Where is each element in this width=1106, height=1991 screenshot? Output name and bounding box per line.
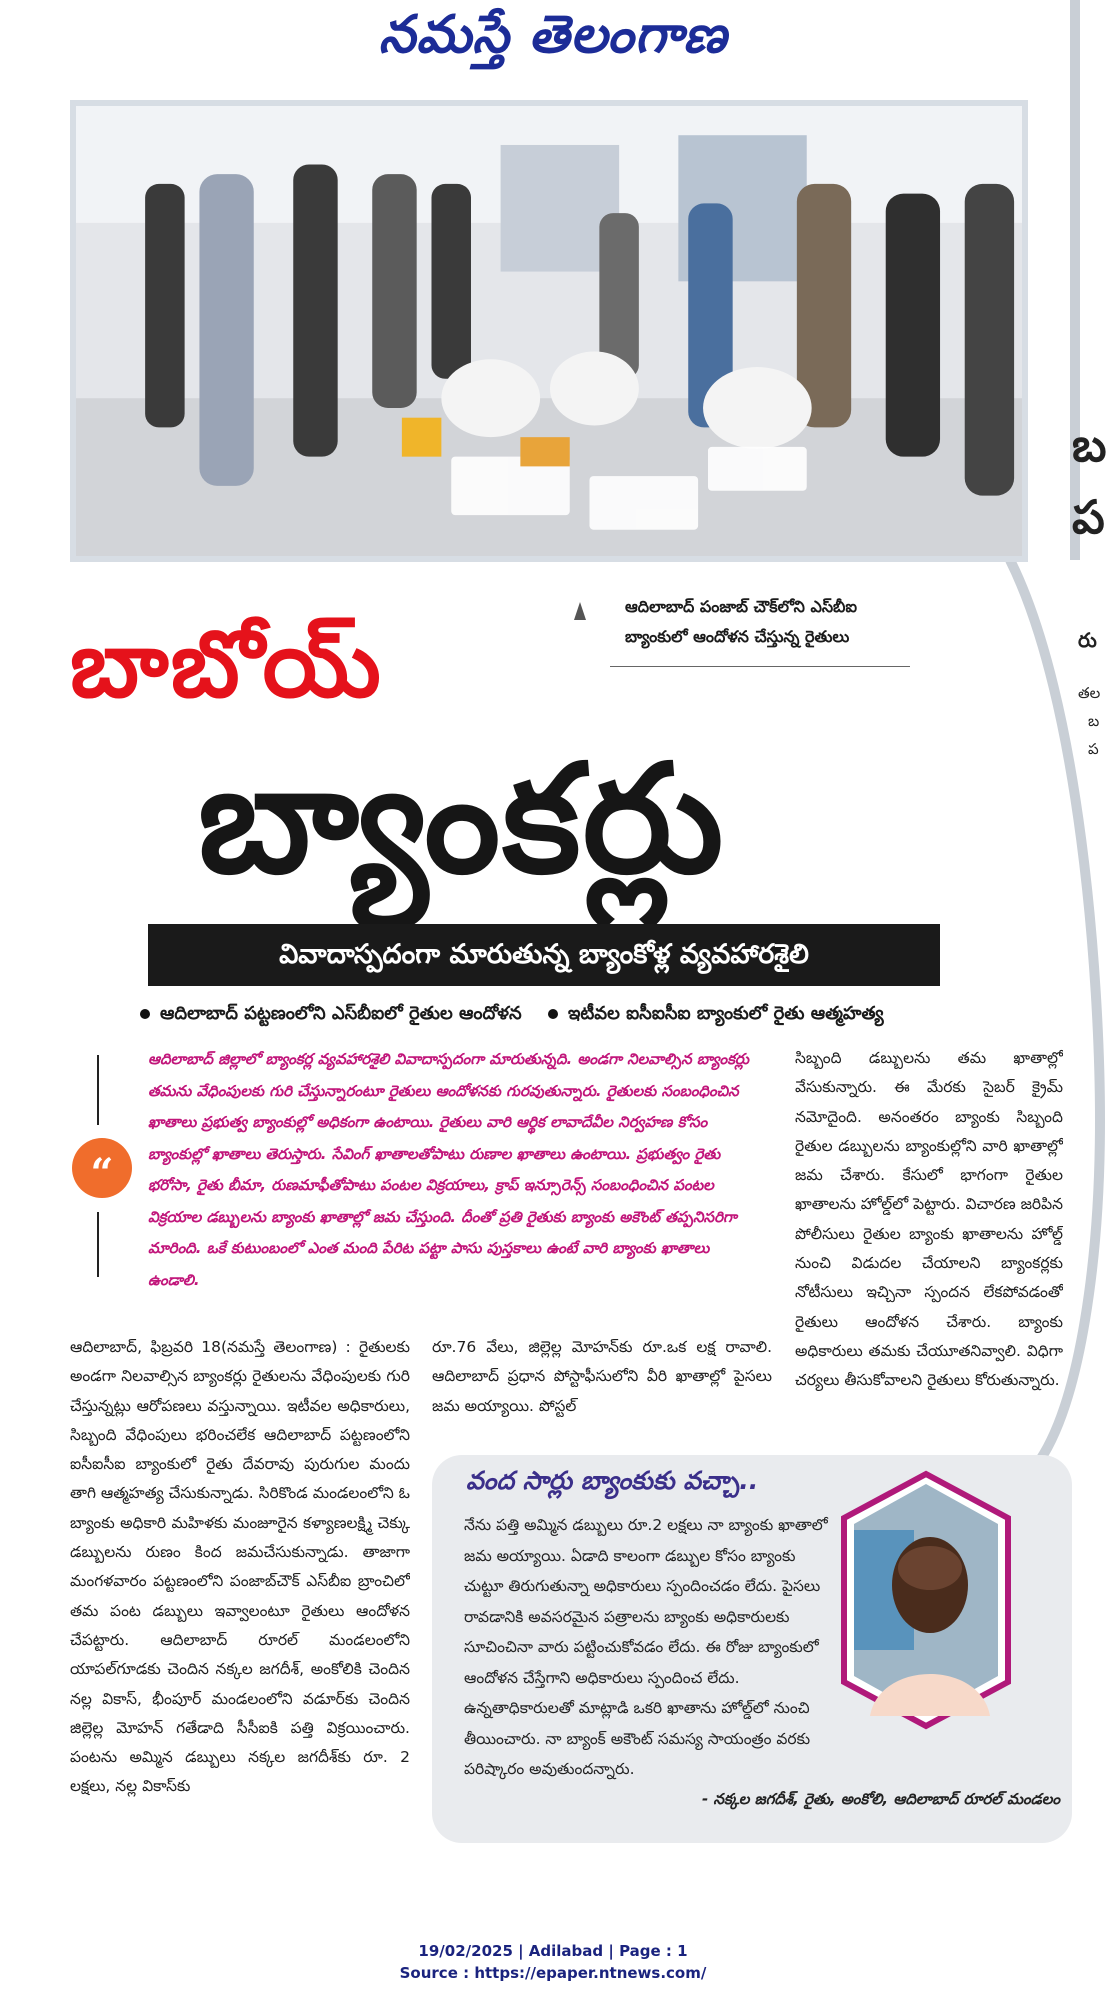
quote-rule-bottom: [97, 1212, 99, 1277]
article-intro: ఆదిలాబాద్ జిల్లాలో బ్యాంకర్ల వ్యవహారశైలి వివాదాస్పదంగా మారుతున్నది. అండగా నిలవాల్సిన బ్యాంకర్లు తమను వేధింపులకు గురి చేస్తున్నారంటూ రైతులు ఆందోళనకు గురవుతున్నారు. రైతులకు సంబంధించిన ఖాతాలు ప్రభుత్వ బ్యాంకుల్లో అధికంగా ఉంటాయి. రైతులు వారి ఆర్థిక లావాదేవీల నిర్వహణ కోసం బ్యాంకుల్లో ఖాతాలు తెరుస్తారు. సేవింగ్ ఖాతాలతోపాటు రుణాల ఖాతాలు ఉంటాయి. ప్రభుత్వం రైతు భరోసా, రైతు బీమా, రుణమాఫీతోపాటు పంటల విక్రయాలు, క్రాప్ ఇన్సూరెన్స్ సంబంధించిన పంటల విక్రయాల డబ్బులను బ్యాంకు ఖాతాల్లో జమ చేస్తుంది. దీంతో ప్రతి రైతుకు బ్యాంకు అకౌంట్ తప్పనిసరిగా మారింది. ఒకే కుటుంబంలో ఎంత మంది పేరిట పట్టా పాసు పుస్తకాలు ఉంటే వారి బ్యాంకు ఖాతాలు ఉండాలి.: [148, 1050, 749, 1289]
fragment-text: ప: [1072, 490, 1105, 544]
bullet-text: ఆదిలాబాద్ పట్టణంలోని ఎస్‌బీఐలో రైతుల ఆందోళన: [160, 1003, 522, 1024]
quote-box-title: వంద సార్లు బ్యాంకుకు వచ్చా..: [466, 1466, 759, 1495]
page-footer-source: Source : https://epaper.ntnews.com/: [399, 1964, 707, 1982]
bullet-item: [140, 1000, 522, 1028]
quote-icon: “: [72, 1138, 132, 1198]
column-text: ఆదిలాబాద్, ఫిబ్రవరి 18(నమస్తే తెలంగాణ) : రైతులకు అండగా నిలవాల్సిన బ్యాంకర్లు రైతులను వేధింపులకు గురి చేస్తున్నట్లు ఆరోపణలు వస్తున్నాయి. ఇటీవల అధికారులు, సిబ్బంది వేధింపులు భరించలేక ఆదిలాబాద్ పట్టణంలోని ఐసీఐసీఐ బ్యాంకులో రైతు దేవరావు పురుగుల మందు తాగి ఆత్మహత్య చేసుకున్నాడు. సిరికొండ మండలంలోని ఓ బ్యాంకు అధికారి మహిళకు మంజూరైన కళ్యాణలక్ష్మి చెక్కు డబ్బులను రుణం కింద జమచేసుకున్నాడు. తాజాగా మంగళవారం పట్టణంలోని పంజాబ్‌చౌక్ ఎస్‌బీఐ బ్రాంచిలో తమ పంట డబ్బులు ఇవ్వాలంటూ రైతులు ఆందోళన చేపట్టారు. ఆదిలాబాద్ రూరల్ మండలంలోని యాపల్‌గూడకు చెందిన నక్కల జగదీశ్, అంకోలికి చెందిన నల్ల వికాస్, భీంపూర్ మండలంలోని వడూర్‌కు చెందిన జిల్లెల్ల మోహన్ గతేడాది సీసీఐకి పత్తి విక్రయించారు. పంటను అమ్మిన డబ్బులు నక్కల జగదీశ్‌కు రూ. 2 లక్షలు, నల్ల వికాస్‌కు: [70, 1338, 410, 1796]
bullet-text: ఇటీవల ఐసీఐసీఐ బ్యాంకులో రైతు ఆత్మహత్య: [567, 1003, 884, 1024]
caption-pointer-icon: [574, 602, 586, 620]
fragment-text: బ: [1088, 712, 1100, 730]
highlight-bullets: [140, 1000, 1040, 1028]
farmers-protest-photo: [76, 106, 1022, 556]
caption-line: బ్యాంకులో ఆందోళన చేస్తున్న రైతులు: [625, 627, 850, 646]
photo-caption: [625, 592, 910, 652]
page-footer-date: 19/02/2025 | Adilabad | Page : 1: [418, 1942, 688, 1960]
fragment-text: తల: [1078, 684, 1101, 702]
newspaper-masthead: నమస్తే తెలంగాణ: [378, 4, 728, 65]
farmer-portrait: [840, 1470, 1012, 1730]
bullet-icon: [548, 1009, 558, 1019]
news-photo: [70, 100, 1028, 562]
article-column-left: [70, 1333, 410, 1873]
quote-rule-top: [97, 1055, 99, 1125]
bullet-icon: [140, 1009, 150, 1019]
headline-kicker: బాబోయ్: [70, 611, 383, 718]
caption-divider: [610, 666, 910, 667]
column-text: రూ.76 వేలు, జిల్లెల్ల మోహన్‌కు రూ.ఒక లక్ష రావాలి. ఆదిలాబాద్ ప్రధాన పోస్టాఫీసులోని వీరి ఖాతాల్లో పైసలు జమ అయ్యాయి. పోస్టల్: [432, 1338, 772, 1415]
column-text: సిబ్బంది డబ్బులను తమ ఖాతాల్లో వేసుకున్నారు. ఈ మేరకు సైబర్ క్రైమ్ నమోదైంది. అనంతరం బ్యాంకు సిబ్బంది రైతుల డబ్బులను బ్యాంకుల్లోని వారి ఖాతాల్లో జమ చేశారు. కేసులో భాగంగా రైతుల ఖాతాలను హోల్డ్‌లో పెట్టారు. విచారణ జరిపిన పోలీసులు రైతుల బ్యాంకు ఖాతాలను హోల్డ్ నుంచి విడుదల చేయాలని బ్యాంకర్లకు నోటీసులు ఇచ్చినా స్పందన లేకపోవడంతో రైతులు ఆందోళన చేశారు. బ్యాంకు అధికారులు తమకు చేయూతనివ్వాలి. విధిగా చర్యలు తీసుకోవాలని రైతులు కోరుతున్నారు.: [795, 1049, 1063, 1390]
caption-line: ఆదిలాబాద్ పంజాబ్ చౌక్‌లోని ఎస్‌బీఐ: [625, 597, 858, 616]
quote-attribution: - నక్కల జగదీశ్, రైతు, అంకోలి, ఆదిలాబాద్ రూరల్ మండలం: [701, 1790, 1060, 1808]
bullet-item: [548, 1000, 884, 1028]
fragment-text: ప: [1088, 740, 1099, 758]
article-column-right: [795, 1044, 1063, 1439]
article-column-middle: [432, 1333, 772, 1453]
subheadline-banner: వివాదాస్పదంగా మారుతున్న బ్యాంకోళ్ల వ్యవహారశైలి: [148, 924, 940, 986]
fragment-text: బ: [1072, 418, 1106, 472]
headline-main: బ్యాంకర్లు: [198, 733, 726, 907]
fragment-text: రు: [1078, 628, 1097, 652]
quote-box-body: నేను పత్తి అమ్మిన డబ్బులు రూ.2 లక్షలు నా బ్యాంకు ఖాతాలో జమ అయ్యాయి. ఏడాది కాలంగా డబ్బుల కోసం బ్యాంకు చుట్టూ తిరుగుతున్నా అధికారులు స్పందించడం లేదు. పైసలు రావడానికి అవసరమైన పత్రాలను బ్యాంకు అధికారులకు సూచించినా వారు పట్టించుకోవడం లేదు. ఈ రోజు బ్యాంకులో ఆందోళన చేస్తేగాని అధికారులు స్పందించ లేదు. ఉన్నతాధికారులతో మాట్లాడి ఒకరి ఖాతాను హోల్డ్‌లో నుంచి తీయించారు. నా బ్యాంక్ అకౌంట్ సమస్య సాయంత్రం వరకు పరిష్కారం అవుతుందన్నారు.: [464, 1516, 828, 1778]
